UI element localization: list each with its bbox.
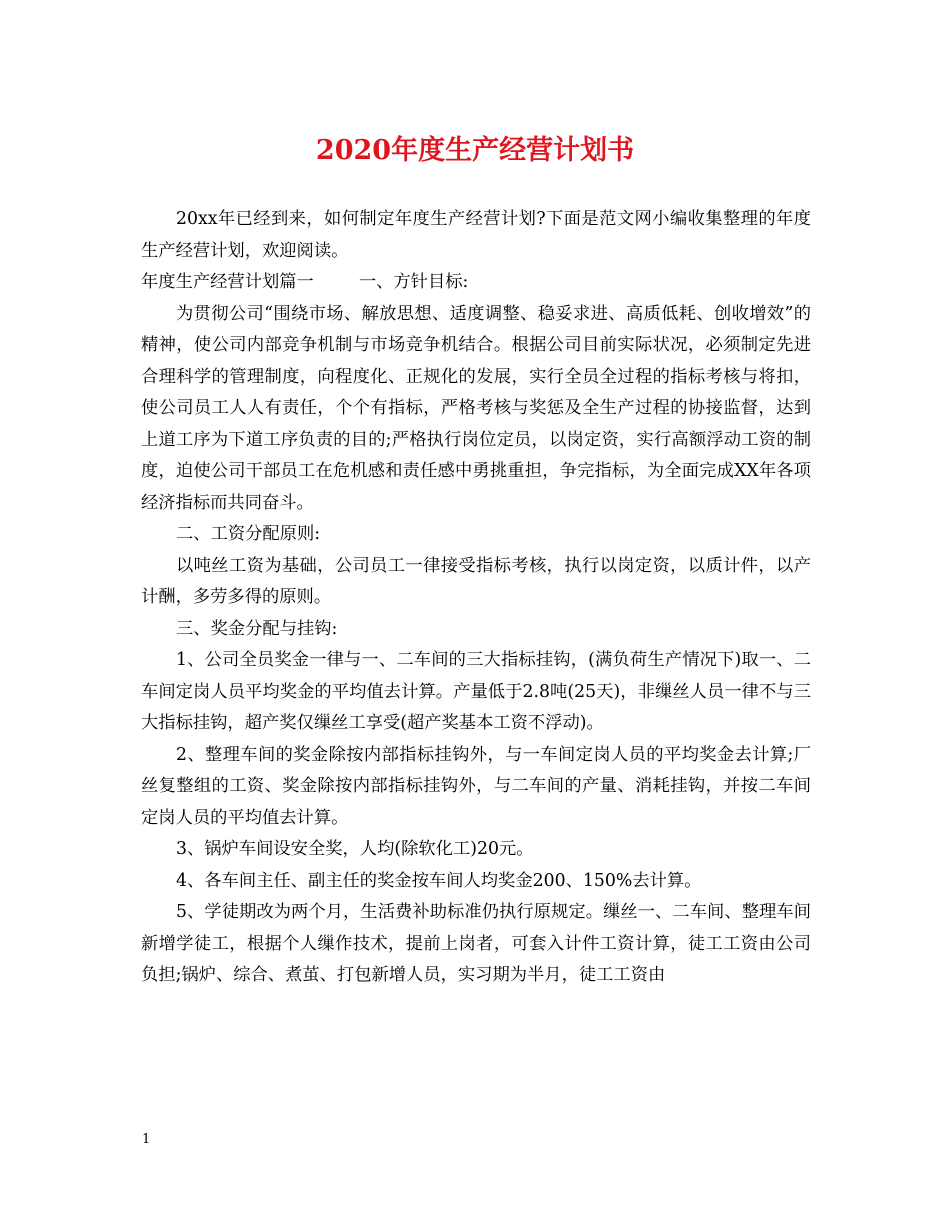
section-heading-line [141, 267, 811, 299]
page-number: 1 [142, 1132, 151, 1147]
wage-paragraph: 以吨丝工资为基础，公司员工一律接受指标考核，执行以岗定资，以质计件，以产计酬，多劳多得的原则。 [141, 555, 811, 607]
bonus-heading: 三、奖金分配与挂钩: [176, 618, 338, 639]
section-title: 年度生产经营计划篇一 [141, 272, 314, 292]
bonus-item-3: 3、锅炉车间设安全奖，人均(除软化工)20元。 [176, 839, 534, 859]
bonus-item-5: 5、学徒期改为两个月，生活费补助标准仍执行原规定。缫丝一、二车间、整理车间新增学徒工，根据个人缫作技术，提前上岗者，可套入计件工资计算，徒工工资由公司负担;锅炉、综合、煮茧、打包新增人员，实习期为半月，徒工工资由 [141, 902, 811, 985]
intro-paragraph: 20xx年已经到来，如何制定年度生产经营计划?下面是范文网小编收集整理的年度生产经营计划，欢迎阅读。 [141, 209, 811, 261]
section-subheading: 一、方针目标: [358, 272, 469, 292]
bonus-item-1: 1、公司全员奖金一律与一、二车间的三大指标挂钩，(满负荷生产情况下)取一、二车间定岗人员平均奖金的平均值去计算。产量低于2.8吨(25天)，非缫丝人员一律不与三大指标挂钩，超产奖仅缫丝工享受(超产奖基本工资不浮动)。 [141, 650, 811, 733]
bonus-item-2: 2、整理车间的奖金除按内部指标挂钩外，与一车间定岗人员的平均奖金去计算;厂丝复整组的工资、奖金除按内部指标挂钩外，与二车间的产量、消耗挂钩，并按二车间定岗人员的平均值去计算。 [141, 744, 811, 828]
policy-paragraph: 为贯彻公司“围绕市场、解放思想、适度调整、稳妥求进、高质低耗、创收增效”的精神，使公司内部竞争机制与市场竞争机结合。根据公司目前实际状况，必须制定先进合理科学的管理制度，向程度化、正规化的发展，实行全员全过程的指标考核与将扣，使公司员工人人有责任，个个有指标，严格考核与奖惩及全生产过程的协接监督，达到上道工序为下道工序负责的目的;严格执行岗位定员，以岗定资，实行高额浮动工资的制度，迫使公司干部员工在危机感和责任感中勇挑重担，争完指标，为全面完成XX年各项经济指标而共同奋斗。 [141, 303, 811, 513]
document-title: 2020年度生产经营计划书 [315, 135, 635, 166]
document-body [141, 204, 811, 992]
bonus-item-4: 4、各车间主任、副主任的奖金按车间人均奖金200、150%去计算。 [176, 870, 702, 891]
wage-heading: 二、工资分配原则: [176, 524, 321, 544]
